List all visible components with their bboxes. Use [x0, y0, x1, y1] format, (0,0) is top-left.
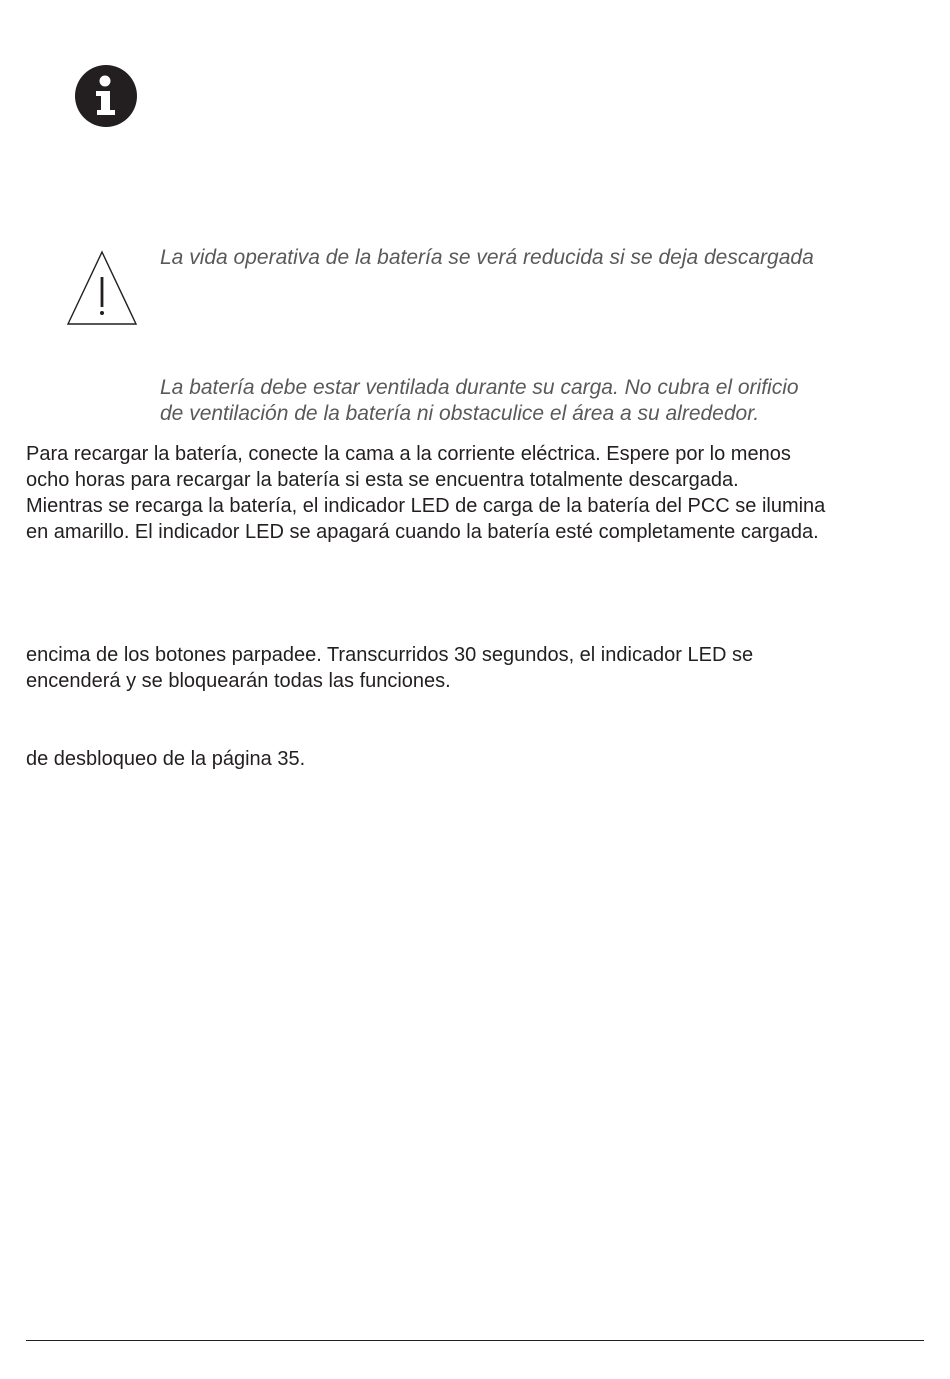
paragraph-line: encenderá y se bloquearán todas las funciones. — [26, 670, 451, 692]
paragraph-line: Para recargar la batería, conecte la cama a la corriente eléctrica. Espere por lo menos — [26, 443, 791, 465]
paragraph-line: en amarillo. El indicador LED se apagará cuando la batería esté completamente cargada. — [26, 521, 819, 543]
paragraph-lock — [26, 642, 753, 694]
caution-text-ventilation — [160, 375, 799, 427]
caution-text-battery-life — [160, 245, 814, 271]
paragraph-unlock — [26, 746, 305, 772]
warning-triangle-icon — [66, 249, 138, 327]
paragraph-recharge — [26, 441, 825, 545]
footer-divider — [26, 1340, 924, 1341]
info-icon — [74, 64, 138, 128]
paragraph-line: ocho horas para recargar la batería si esta se encuentra totalmente descargada. — [26, 469, 739, 491]
caution-line: La batería debe estar ventilada durante su carga. No cubra el orificio — [160, 376, 799, 399]
paragraph-line: encima de los botones parpadee. Transcurridos 30 segundos, el indicador LED se — [26, 644, 754, 666]
paragraph-line: Mientras se recarga la batería, el indicador LED de carga de la batería del PCC se ilumina — [26, 495, 826, 517]
caution-line: de ventilación de la batería ni obstaculice el área a su alrededor. — [160, 402, 760, 425]
caution-line: La vida operativa de la batería se verá reducida si se deja descargada — [160, 246, 814, 269]
paragraph-line: de desbloqueo de la página 35. — [26, 748, 306, 770]
